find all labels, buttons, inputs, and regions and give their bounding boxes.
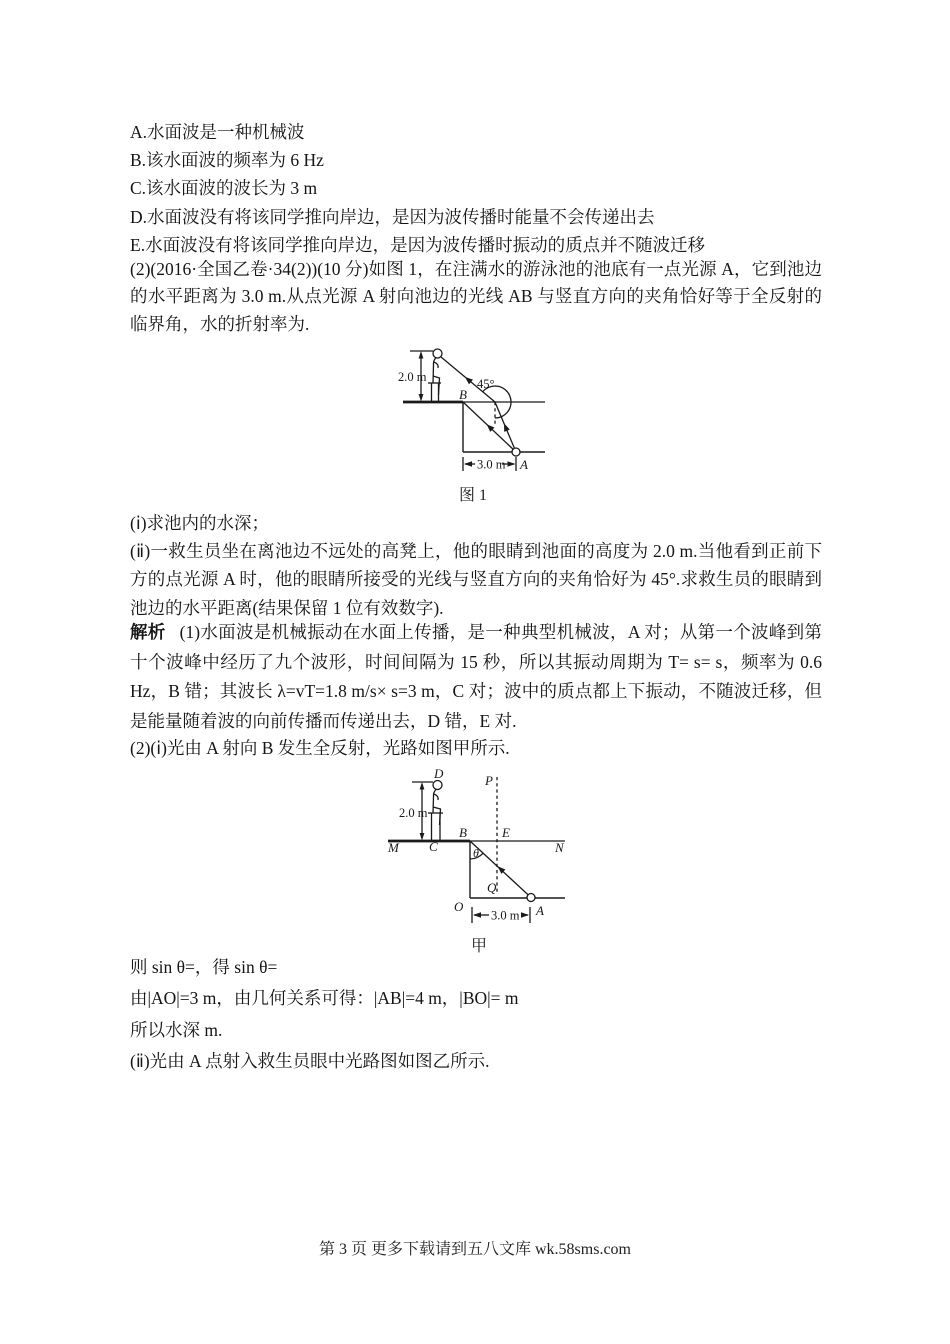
figjia-source-a-dot (527, 894, 535, 902)
fig1-angle-label: 45° (477, 377, 495, 391)
analysis-body: (1)水面波是机械振动在水面上传播，是一种典型机械波，A 对；从第一个波峰到第十个波峰中经历了九个波形，时间间隔为 15 秒，所以其振动周期为 T= s= s，频率为 0.6 Hz，B 错；其波长 λ=vT=1.8 m/s× s=3 m，C 对；波中的质点都上下振动，不随波迁移，但是能量随着波的向前传播而传递出去，D 错，E 对. (130, 622, 822, 731)
fig1-light-rays (441, 357, 516, 452)
figjia-point-m-label: M (388, 840, 399, 855)
figjia-point-e-label: E (502, 825, 510, 840)
page-footer: 第 3 页 更多下载请到五八文库 wk.58sms.com (318, 1241, 631, 1258)
fig1-height-label: 2.0 m (398, 370, 427, 384)
fig1-point-b-label: B (459, 387, 467, 402)
question-ii: (ⅱ)一救生员坐在离池边不远处的高凳上，他的眼睛到池面的高度为 2.0 m.当他看到正前下方的点光源 A 时，他的眼睛所接受的光线与竖直方向的夹角恰好为 45°.求救生员的眼睛到池边的水平距离(结果保留 1 位有效数字). (130, 541, 822, 618)
figjia-height-dimension (399, 782, 433, 841)
figure-1-diagram (395, 345, 615, 513)
figjia-light-ray (470, 841, 531, 898)
fig1-height-dimension (398, 351, 433, 402)
figjia-point-q-label: Q (487, 880, 497, 895)
options-list (130, 118, 822, 259)
figure-jia-diagram (385, 765, 580, 960)
sub-questions (130, 509, 822, 622)
figjia-point-o-label: O (454, 899, 464, 914)
solution-step-1 (130, 734, 822, 762)
work-line-geometry: 由|AO|=3 m，由几何关系可得：|AB|=4 m，|BO|= m (130, 988, 519, 1009)
fig1-person-head (433, 349, 442, 358)
fig1-pool (463, 402, 545, 452)
figjia-caption: 甲 (471, 938, 488, 955)
fig1-person (428, 349, 442, 402)
analysis-paragraph (130, 618, 822, 736)
option-c: C.该水面波的波长为 3 m (130, 178, 318, 199)
fig1-source-a-dot (512, 448, 520, 456)
figjia-point-n-label: N (555, 840, 564, 855)
figjia-point-c-label: C (429, 839, 438, 854)
analysis-label: 解析 (130, 622, 166, 642)
figjia-width-dimension (472, 907, 530, 923)
figjia-theta-label: θ (473, 846, 479, 860)
figjia-point-p-label: P (485, 773, 493, 788)
figjia-pool (470, 841, 565, 898)
work-line-sin: 则 sin θ=，得 sin θ= (130, 957, 278, 977)
problem-statement (130, 256, 822, 338)
work-line-depth: 所以水深 m. (130, 1019, 223, 1040)
figjia-point-b-label: B (459, 825, 467, 840)
step-1-text: (2)(ⅰ)光由 A 射向 B 发生全反射，光路如图甲所示. (130, 738, 510, 758)
option-e: E.水面波没有将该同学推向岸边，是因为波传播时振动的质点并不随波迁移 (130, 234, 706, 255)
figjia-height-label: 2.0 m (399, 806, 428, 820)
problem-text: (2)(2016·全国乙卷·34(2))(10 分)如图 1，在注满水的游泳池的池底有一点光源 A，它到池边的水平距离为 3.0 m.从点光源 A 射向池边的光线 AB 与竖直方向的夹角恰好等于全反射的临界角，水的折射率为. (130, 259, 822, 334)
figjia-person-head (433, 781, 442, 790)
fig1-point-a-label: A (520, 457, 528, 472)
question-i: (ⅰ)求池内的水深； (130, 513, 270, 533)
fig1-caption: 图 1 (459, 487, 488, 504)
figjia-distance-label: 3.0 m (491, 908, 520, 923)
work-line-step-2: (ⅱ)光由 A 点射入救生员眼中光路图如图乙所示. (130, 1050, 490, 1071)
solution-work-lines (130, 952, 822, 1077)
option-b: B.该水面波的频率为 6 Hz (130, 150, 324, 171)
figjia-point-a-label: A (536, 903, 544, 918)
figjia-point-d-label: D (434, 766, 444, 781)
option-a: A.水面波是一种机械波 (130, 122, 305, 142)
fig1-distance-label: 3.0 m (477, 457, 506, 472)
figjia-person (428, 781, 443, 841)
fig1-width-dimension (463, 457, 516, 472)
option-d: D.水面波没有将该同学推向岸边，是因为波传播时能量不会传递出去 (130, 206, 655, 227)
